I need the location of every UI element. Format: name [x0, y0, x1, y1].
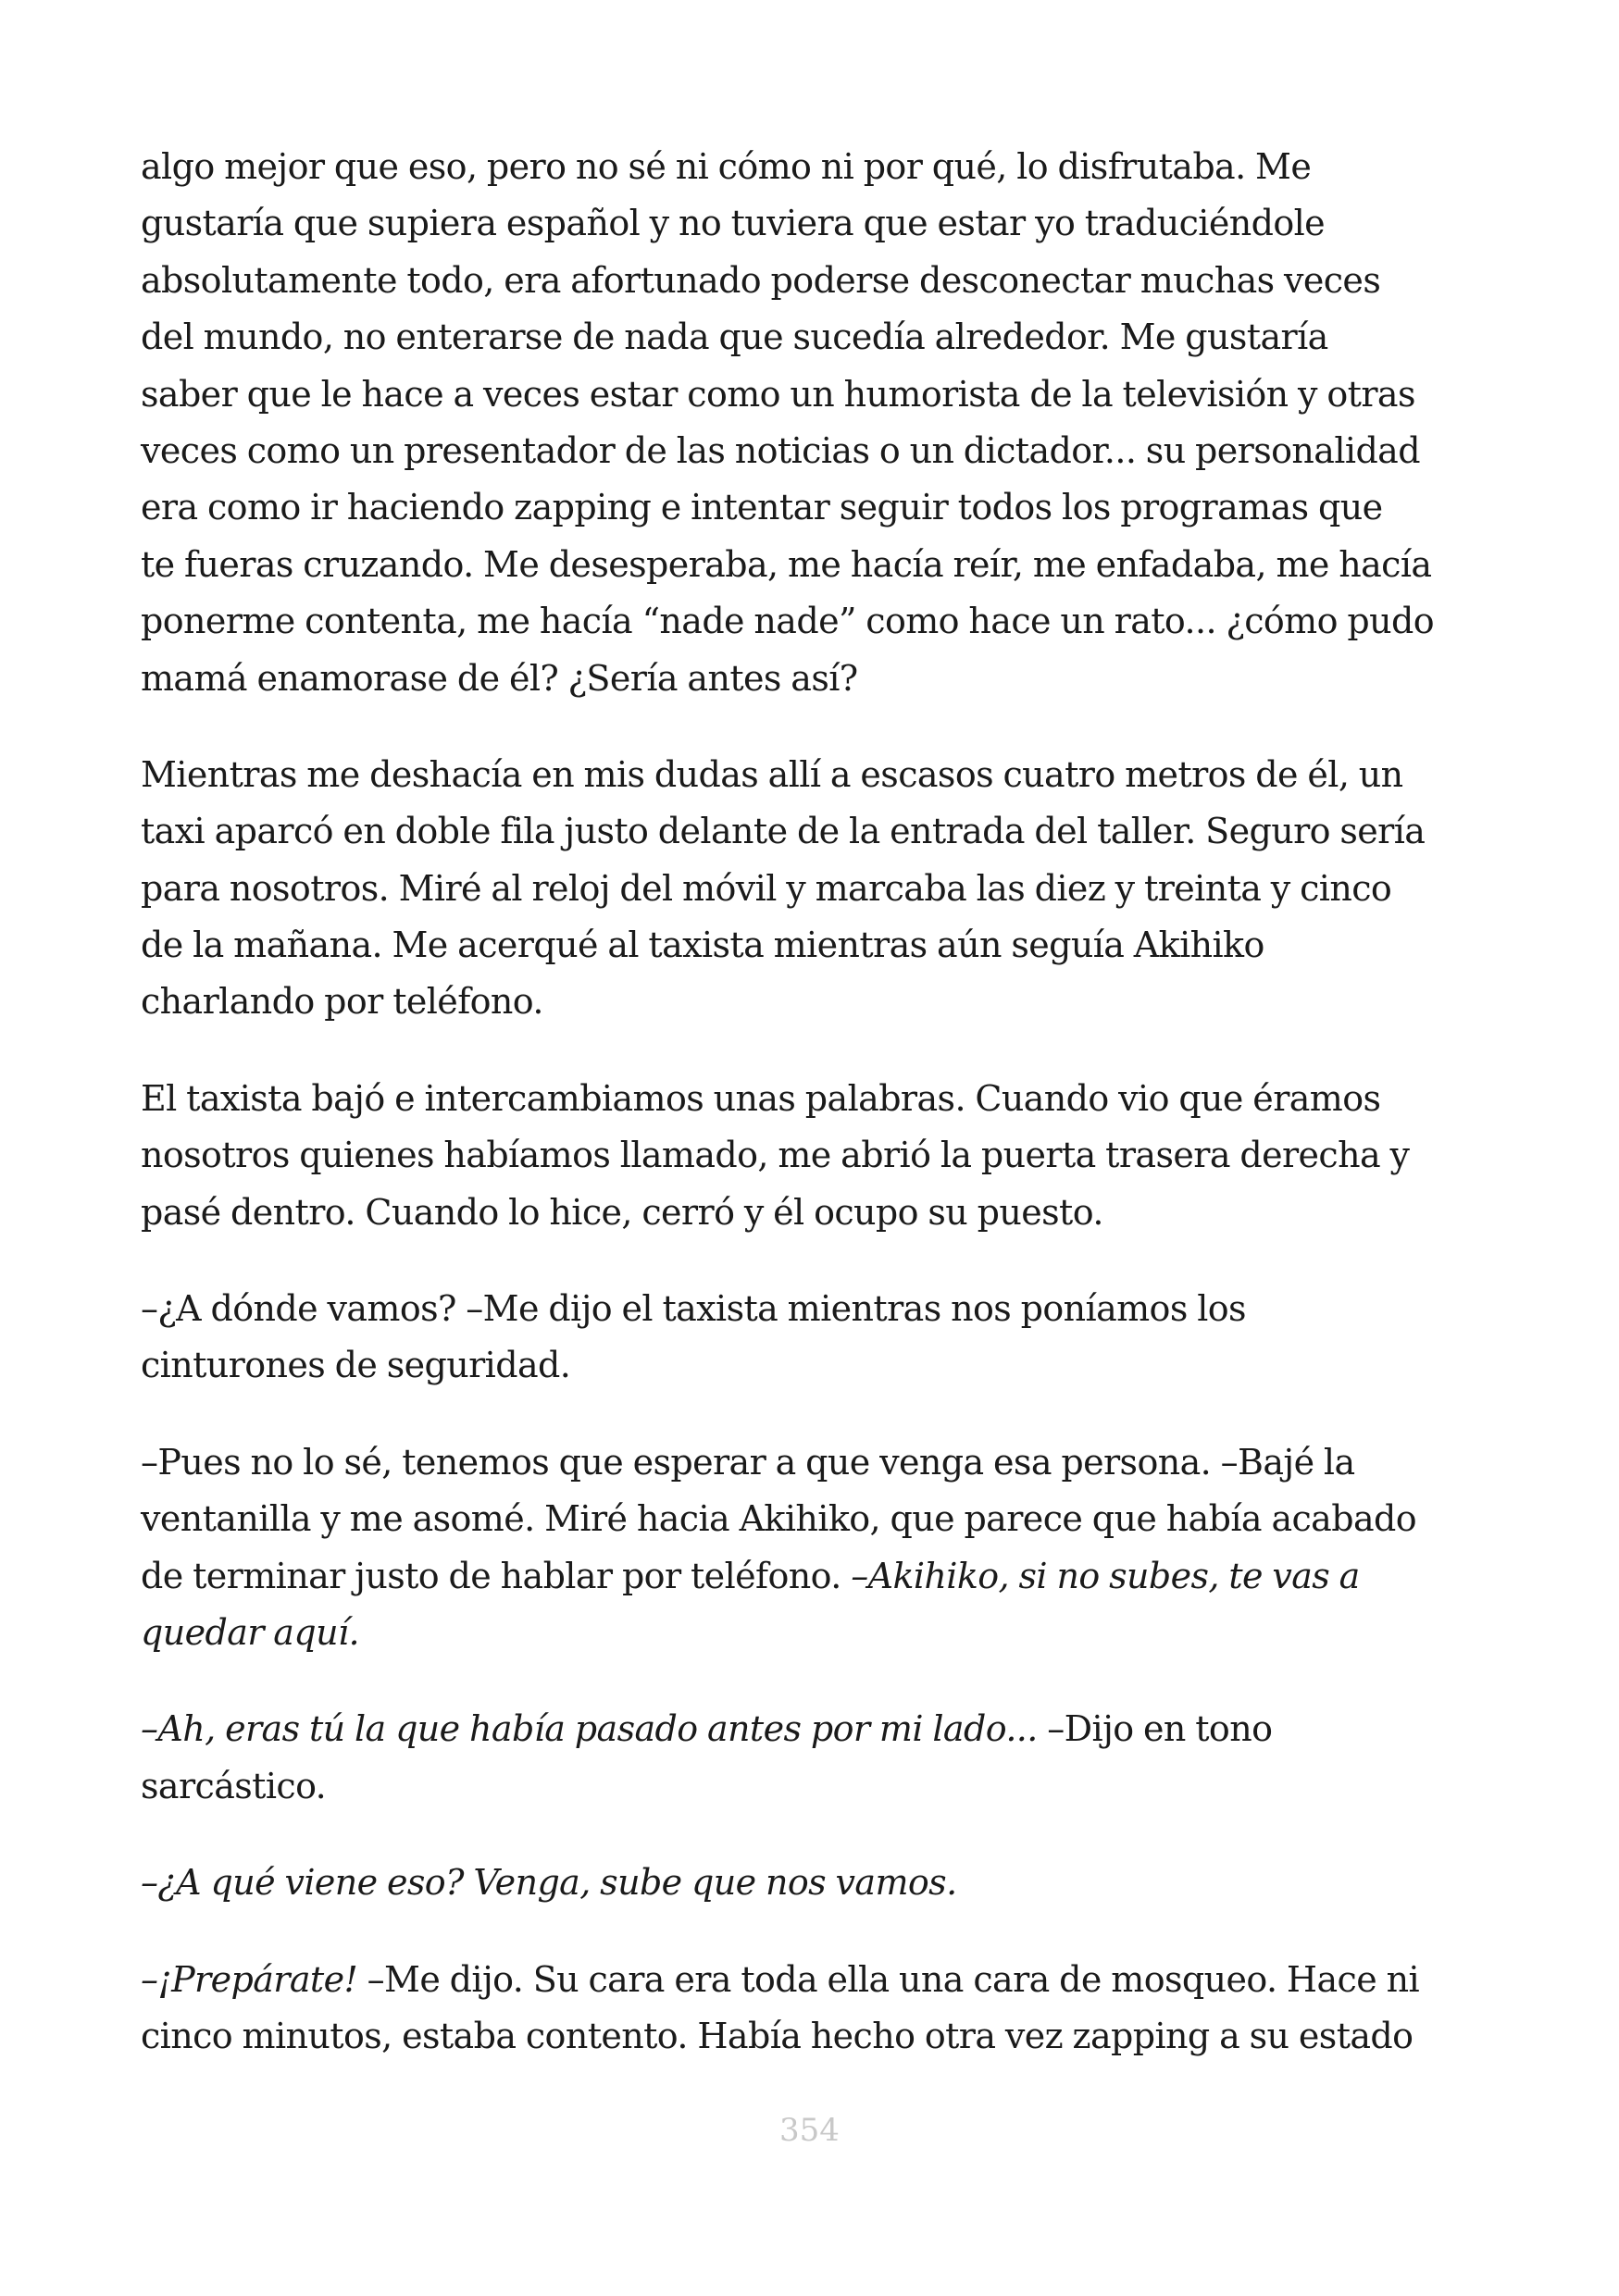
text-run: pasé dentro. Cuando lo hice, cerró y él ocupo su puesto. [141, 1191, 1103, 1233]
paragraph [141, 1071, 1501, 1241]
text-run: saber que le hace a veces estar como un humorista de la televisión y otras [141, 373, 1415, 415]
text-run: era como ir haciendo zapping e intentar seguir todos los programas que [141, 487, 1383, 528]
paragraph [141, 747, 1501, 1031]
text-run: –Me dijo. Su cara era toda ella una cara de mosqueo. Hace ni [357, 1958, 1420, 2000]
text-line [141, 309, 1501, 366]
text-line [141, 1548, 1501, 1605]
text-run: para nosotros. Miré al reloj del móvil y marcaba las diez y treinta y cinco [141, 867, 1392, 909]
italic-text: –Akihiko, si no subes, te vas a [851, 1555, 1360, 1596]
italic-text: quedar aquí. [141, 1611, 359, 1653]
text-run: de terminar justo de hablar por teléfono. [141, 1555, 852, 1596]
text-run: absolutamente todo, era afortunado poderse desconectar muchas veces [141, 259, 1381, 301]
italic-text: –Ah, eras tú la que había pasado antes por mi lado... [141, 1708, 1038, 1750]
text-line [141, 974, 1501, 1030]
text-run: del mundo, no enterarse de nada que sucedía alrededor. Me gustaría [141, 316, 1328, 358]
text-line [141, 2008, 1501, 2065]
text-run: charlando por teléfono. [141, 981, 543, 1023]
text-run: mamá enamorase de él? ¿Sería antes así? [141, 657, 858, 699]
paragraph [141, 1701, 1501, 1815]
text-line [141, 917, 1501, 974]
text-run: algo mejor que eso, pero no sé ni cómo ni por qué, lo disfrutaba. Me [141, 146, 1312, 187]
text-line [141, 366, 1501, 423]
text-run: sarcástico. [141, 1765, 327, 1806]
text-line [141, 1434, 1501, 1491]
text-run: nosotros quienes habíamos llamado, me abrió la puerta trasera derecha y [141, 1135, 1410, 1176]
text-run: veces como un presentador de las noticias o un dictador... su personalidad [141, 429, 1420, 471]
text-line [141, 1605, 1501, 1661]
paragraph [141, 1434, 1501, 1662]
text-line [141, 1758, 1501, 1815]
paragraph-spacer [141, 707, 1501, 747]
paragraph-spacer [141, 1815, 1501, 1855]
paragraph [141, 1855, 1501, 1911]
text-line [141, 253, 1501, 309]
paragraph-spacer [141, 1661, 1501, 1701]
paragraph [141, 1281, 1501, 1395]
text-line [141, 1952, 1501, 2008]
text-run: El taxista bajó e intercambiamos unas palabras. Cuando vio que éramos [141, 1077, 1381, 1119]
paragraph [141, 1952, 1501, 2066]
text-run: taxi aparcó en doble fila justo delante de la entrada del taller. Seguro sería [141, 811, 1426, 852]
text-line [141, 1855, 1501, 1911]
italic-text: –¿A qué viene eso? Venga, sube que nos vamos. [141, 1862, 957, 1904]
italic-text: –¡Prepárate! [141, 1958, 358, 2000]
text-run: gustaría que supiera español y no tuviera que estar yo traduciéndole [141, 203, 1326, 244]
text-line [141, 1281, 1501, 1337]
paragraph-spacer [141, 1031, 1501, 1071]
paragraph-spacer [141, 1241, 1501, 1281]
text-line [141, 139, 1501, 195]
text-line [141, 1337, 1501, 1394]
text-run: de la mañana. Me acerqué al taxista mientras aún seguía Akihiko [141, 925, 1264, 966]
text-run: Mientras me deshacía en mis dudas allí a escasos cuatro metros de él, un [141, 753, 1403, 795]
text-run: –Dijo en tono [1037, 1708, 1273, 1750]
text-run: te fueras cruzando. Me desesperaba, me hacía reír, me enfadaba, me hacía [141, 543, 1432, 585]
text-line [141, 1127, 1501, 1184]
text-run: –¿A dónde vamos? –Me dijo el taxista mientras nos poníamos los [141, 1288, 1246, 1330]
paragraph-spacer [141, 1912, 1501, 1952]
paragraph [141, 139, 1501, 707]
text-line [141, 1071, 1501, 1127]
text-line [141, 593, 1501, 650]
text-run: cinco minutos, estaba contento. Había hecho otra vez zapping a su estado [141, 2015, 1414, 2056]
text-line [141, 651, 1501, 707]
text-line [141, 537, 1501, 593]
text-line [141, 1185, 1501, 1241]
text-run: ponerme contenta, me hacía “nade nade” como hace un rato... ¿cómo pudo [141, 601, 1434, 642]
text-line [141, 195, 1501, 252]
text-run: –Pues no lo sé, tenemos que esperar a que venga esa persona. –Bajé la [141, 1441, 1355, 1483]
page-body-text [141, 139, 1501, 2065]
text-line [141, 1701, 1501, 1757]
text-line [141, 423, 1501, 479]
text-line [141, 747, 1501, 803]
text-line [141, 803, 1501, 860]
text-line [141, 861, 1501, 917]
paragraph-spacer [141, 1395, 1501, 1434]
text-run: cinturones de seguridad. [141, 1345, 571, 1386]
text-run: ventanilla y me asomé. Miré hacia Akihiko, que parece que había acabado [141, 1498, 1417, 1540]
page-number: 354 [779, 2112, 840, 2149]
text-line [141, 479, 1501, 536]
text-line [141, 1491, 1501, 1547]
